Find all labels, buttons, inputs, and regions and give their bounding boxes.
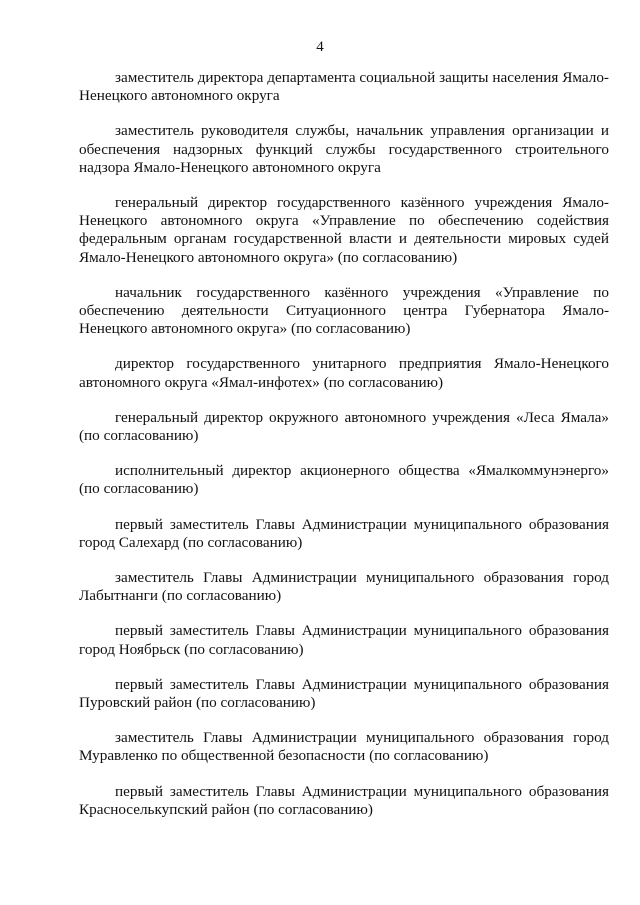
member-entry: первый заместитель Главы Администрации муниципального образования город Ноябрьск (по согласованию) — [79, 622, 609, 658]
member-list — [79, 69, 609, 836]
member-entry: генеральный директор окружного автономного учреждения «Леса Ямала» (по согласованию) — [79, 408, 609, 445]
member-entry: первый заместитель Главы Администрации муниципального образования город Салехард (по согласованию) — [79, 515, 609, 551]
member-entry: директор государственного унитарного предприятия Ямало-Ненецкого автономного округа «Ямал-инфотех» (по согласованию) — [79, 355, 609, 391]
member-entry: генеральный директор государственного казённого учреждения Ямало-Ненецкого автономного округа «Управление по обеспечению содействия федеральным органам государственной власти и деятельности мировых судей Ямало-Ненецкого автономного округа» (по согласованию) — [79, 194, 609, 266]
member-entry: исполнительный директор акционерного общества «Ямалкоммунэнерго» (по согласованию) — [79, 462, 609, 498]
member-entry: первый заместитель Главы Администрации муниципального образования Пуровский район (по согласованию) — [79, 675, 609, 712]
member-entry: начальник государственного казённого учреждения «Управление по обеспечению деятельности Ситуационного центра Губернатора Ямало-Ненецкого автономного округа» (по согласованию) — [79, 283, 609, 338]
member-entry: первый заместитель Главы Администрации муниципального образования Красноселькупский район (по согласованию) — [79, 782, 609, 818]
member-entry: заместитель директора департамента социальной защиты населения Ямало-Ненецкого автономного округа — [79, 69, 609, 105]
member-entry: заместитель руководителя службы, начальник управления организации и обеспечения надзорных функций службы государственного строительного надзора Ямало-Ненецкого автономного округа — [79, 122, 609, 176]
member-entry: заместитель Главы Администрации муниципального образования город Лабытнанги (по согласованию) — [79, 569, 609, 605]
member-entry: заместитель Главы Администрации муниципального образования город Муравленко по общественной безопасности (по согласованию) — [79, 729, 609, 765]
page-number: 4 — [316, 39, 324, 55]
